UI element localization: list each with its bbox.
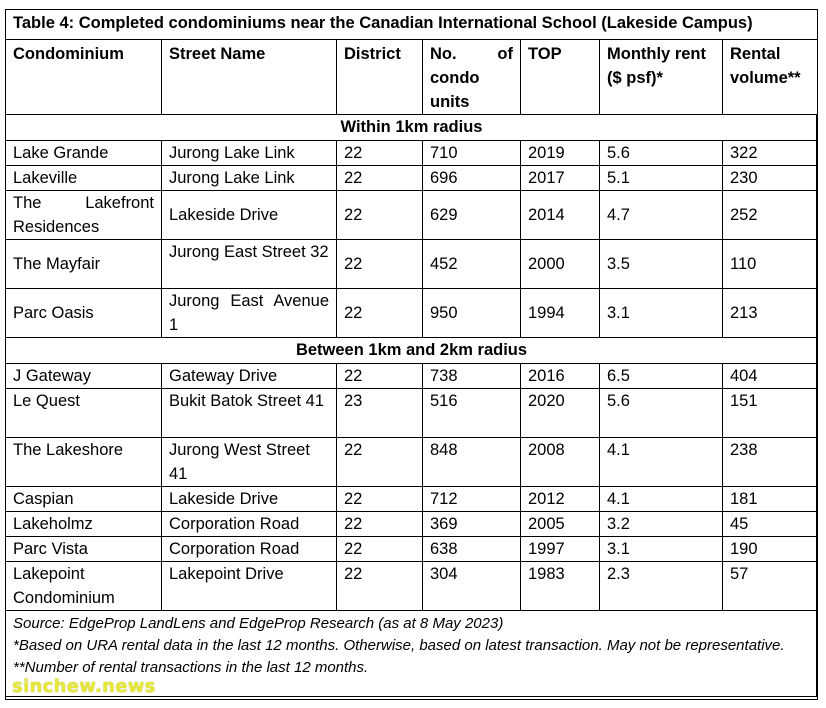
- cell-units: 712: [423, 487, 521, 512]
- cell-condominium: Le Quest: [6, 389, 162, 438]
- cell-rent: 2.3: [600, 562, 723, 611]
- table-row: [6, 141, 818, 166]
- table-row: [6, 166, 818, 191]
- header-monthly-rent: Monthly rent ($ psf)*: [600, 40, 723, 115]
- cell-district: 22: [337, 562, 423, 611]
- cell-rent: 5.6: [600, 141, 723, 166]
- cell-street: Lakeside Drive: [162, 487, 337, 512]
- header-condominium: Condominium: [6, 40, 162, 115]
- cell-street: Jurong East Street 32: [162, 240, 337, 289]
- cell-condominium: The Lakeshore: [6, 438, 162, 487]
- cell-condominium: J Gateway: [6, 364, 162, 389]
- cell-units: 638: [423, 537, 521, 562]
- table-row: [6, 191, 818, 240]
- cell-condominium: Caspian: [6, 487, 162, 512]
- cell-district: 22: [337, 537, 423, 562]
- cell-district: 22: [337, 166, 423, 191]
- cell-rent: 4.7: [600, 191, 723, 240]
- cell-volume: 57: [723, 562, 818, 611]
- cell-top: 2008: [521, 438, 600, 487]
- cell-units: 696: [423, 166, 521, 191]
- cell-street: Jurong Lake Link: [162, 141, 337, 166]
- cell-district: 22: [337, 191, 423, 240]
- cell-street: Lakepoint Drive: [162, 562, 337, 611]
- cell-rent: 3.1: [600, 537, 723, 562]
- cell-street: Corporation Road: [162, 512, 337, 537]
- header-units: No. of condo units: [423, 40, 521, 115]
- cell-volume: 45: [723, 512, 818, 537]
- cell-street: Bukit Batok Street 41: [162, 389, 337, 438]
- cell-district: 22: [337, 289, 423, 338]
- section-label: Within 1km radius: [6, 115, 818, 141]
- header-district: District: [337, 40, 423, 115]
- table-frame: [5, 9, 817, 697]
- cell-top: 2019: [521, 141, 600, 166]
- cell-district: 22: [337, 141, 423, 166]
- cell-street: Lakeside Drive: [162, 191, 337, 240]
- table-title: Table 4: Completed condominiums near the Canadian International School (Lakeside Campus): [6, 10, 818, 40]
- cell-street: Corporation Road: [162, 537, 337, 562]
- cell-units: 452: [423, 240, 521, 289]
- cell-district: 22: [337, 240, 423, 289]
- cell-volume: 151: [723, 389, 818, 438]
- cell-district: 23: [337, 389, 423, 438]
- header-street-name: Street Name: [162, 40, 337, 115]
- cell-top: 2012: [521, 487, 600, 512]
- cell-condominium: Lakeholmz: [6, 512, 162, 537]
- cell-top: 1994: [521, 289, 600, 338]
- cell-condominium: Parc Oasis: [6, 289, 162, 338]
- table-row: [6, 364, 818, 389]
- table-row: [6, 537, 818, 562]
- cell-units: 369: [423, 512, 521, 537]
- cell-top: 1997: [521, 537, 600, 562]
- cell-top: 1983: [521, 562, 600, 611]
- cell-top: 2014: [521, 191, 600, 240]
- cell-volume: 230: [723, 166, 818, 191]
- cell-volume: 322: [723, 141, 818, 166]
- header-top: TOP: [521, 40, 600, 115]
- cell-district: 22: [337, 487, 423, 512]
- cell-rent: 3.5: [600, 240, 723, 289]
- cell-street: Gateway Drive: [162, 364, 337, 389]
- table-row: [6, 240, 818, 289]
- table-row: [6, 438, 818, 487]
- cell-volume: 404: [723, 364, 818, 389]
- cell-volume: 238: [723, 438, 818, 487]
- cell-condominium: Lake Grande: [6, 141, 162, 166]
- cell-rent: 6.5: [600, 364, 723, 389]
- cell-units: 738: [423, 364, 521, 389]
- cell-rent: 3.2: [600, 512, 723, 537]
- cell-top: 2017: [521, 166, 600, 191]
- cell-volume: 110: [723, 240, 818, 289]
- section-row: [6, 338, 818, 364]
- cell-district: 22: [337, 438, 423, 487]
- cell-units: 629: [423, 191, 521, 240]
- watermark-logo: sinchew.news: [12, 676, 156, 697]
- cell-condominium: The Mayfair: [6, 240, 162, 289]
- cell-rent: 4.1: [600, 438, 723, 487]
- cell-condominium: Lakeville: [6, 166, 162, 191]
- cell-units: 710: [423, 141, 521, 166]
- section-row: [6, 115, 818, 141]
- footnote-volume: **Number of rental transactions in the last 12 months.: [13, 659, 369, 676]
- cell-volume: 190: [723, 537, 818, 562]
- table-row: [6, 487, 818, 512]
- cell-district: 22: [337, 364, 423, 389]
- cell-units: 848: [423, 438, 521, 487]
- header-rental-volume: Rental volume**: [723, 40, 818, 115]
- cell-street: Jurong Lake Link: [162, 166, 337, 191]
- footnote-rent: *Based on URA rental data in the last 12 months. Otherwise, based on latest transaction. May not be representative.: [13, 637, 785, 654]
- header-row: [6, 40, 818, 115]
- source-note: Source: EdgeProp LandLens and EdgeProp Research (as at 8 May 2023): [13, 615, 504, 632]
- table-row: [6, 562, 818, 611]
- section-label: Between 1km and 2km radius: [6, 338, 818, 364]
- cell-top: 2016: [521, 364, 600, 389]
- cell-volume: 213: [723, 289, 818, 338]
- cell-condominium: The Lakefront Residences: [6, 191, 162, 240]
- cell-condominium: Lakepoint Condominium: [6, 562, 162, 611]
- condo-table: [5, 9, 818, 700]
- cell-volume: 252: [723, 191, 818, 240]
- cell-rent: 5.6: [600, 389, 723, 438]
- cell-street: Jurong East Avenue 1: [162, 289, 337, 338]
- cell-top: 2005: [521, 512, 600, 537]
- cell-district: 22: [337, 512, 423, 537]
- table-row: [6, 289, 818, 338]
- cell-rent: 3.1: [600, 289, 723, 338]
- cell-units: 950: [423, 289, 521, 338]
- cell-top: 2020: [521, 389, 600, 438]
- cell-condominium: Parc Vista: [6, 537, 162, 562]
- cell-street: Jurong West Street 41: [162, 438, 337, 487]
- cell-rent: 4.1: [600, 487, 723, 512]
- cell-volume: 181: [723, 487, 818, 512]
- cell-top: 2000: [521, 240, 600, 289]
- table-row: [6, 389, 818, 438]
- cell-units: 304: [423, 562, 521, 611]
- table-row: [6, 512, 818, 537]
- cell-rent: 5.1: [600, 166, 723, 191]
- cell-units: 516: [423, 389, 521, 438]
